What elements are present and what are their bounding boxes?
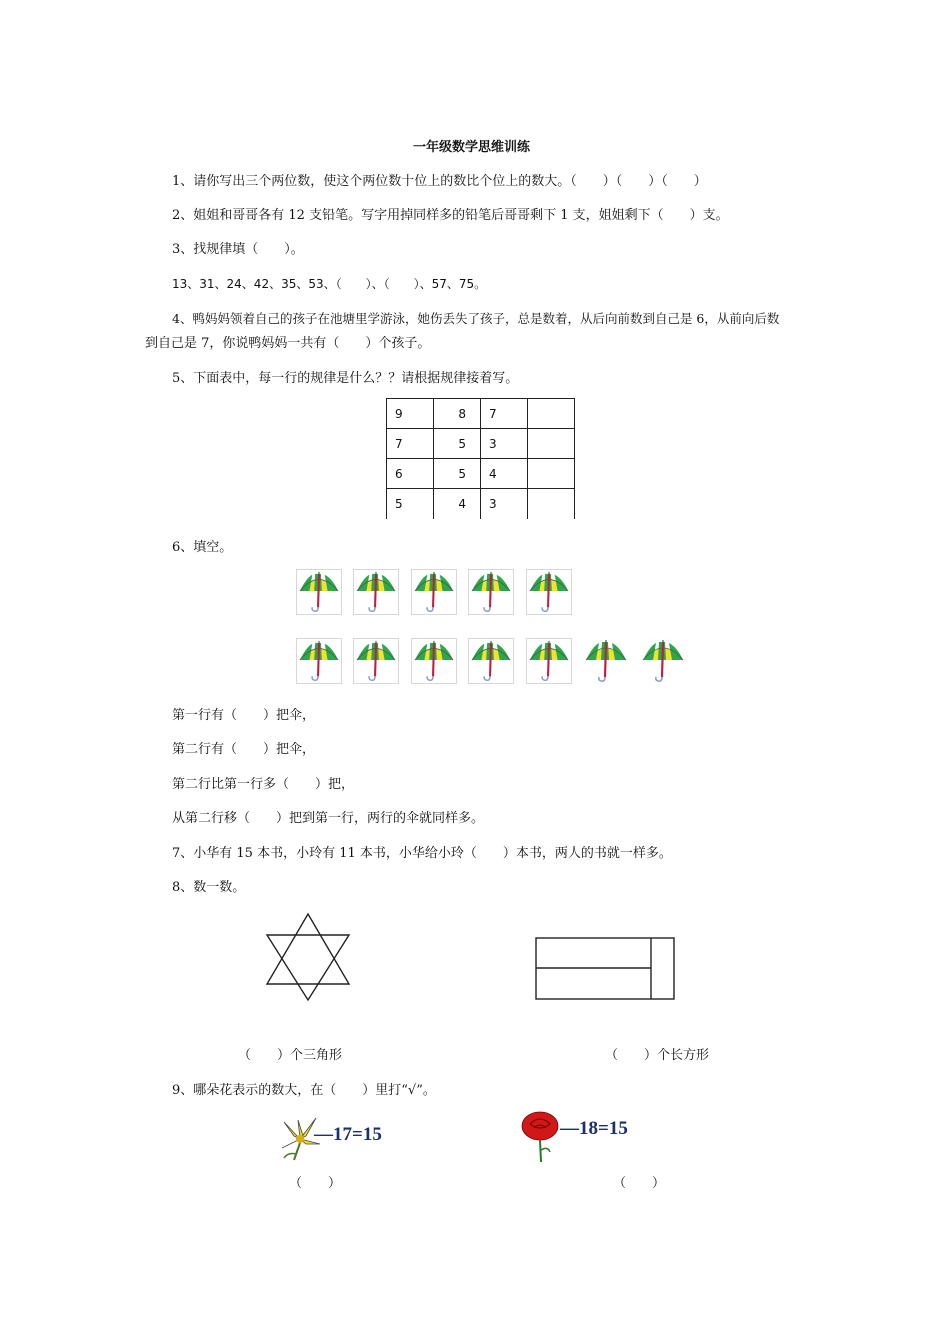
table-cell: 4 — [434, 489, 481, 519]
umbrella-icon — [526, 569, 572, 615]
question-3-sequence: 13、31、24、42、35、53、（ ）、（ ）、57、75。 — [172, 277, 487, 291]
question-6-a: 第一行有（ ）把伞， — [172, 708, 316, 723]
table-cell-blank[interactable] — [528, 459, 575, 489]
table-row — [387, 459, 575, 489]
question-7: 7、小华有 15 本书，小玲有 11 本书，小华给小玲（ ）本书，两人的书就一样多。 — [172, 846, 672, 861]
flower-1-equation: —17=15 — [314, 1124, 382, 1145]
table-cell-blank[interactable] — [528, 429, 575, 459]
umbrella-icon — [296, 569, 342, 615]
table-row — [387, 399, 575, 429]
table-cell: 5 — [387, 489, 434, 519]
umbrella-icon — [583, 638, 629, 684]
flower-1-answer-blank[interactable]: （ ） — [289, 1176, 342, 1191]
flower-2-equation: —18=15 — [560, 1118, 628, 1139]
question-6-c: 第二行比第一行多（ ）把， — [172, 777, 355, 792]
umbrella-icon — [411, 638, 457, 684]
table-cell: 5 — [434, 459, 481, 489]
table-cell: 5 — [434, 429, 481, 459]
question-6-b: 第二行有（ ）把伞， — [172, 742, 316, 757]
rectangles-figure — [534, 936, 676, 1002]
flower-2-answer-blank[interactable]: （ ） — [613, 1176, 666, 1191]
umbrella-icon — [468, 569, 514, 615]
table-cell: 6 — [387, 459, 434, 489]
table-cell-blank[interactable] — [528, 489, 575, 519]
umbrella-icon — [640, 638, 686, 684]
question-4-line2: 到自己是 7，你说鸭妈妈一共有（ ）个孩子。 — [145, 336, 431, 351]
rose-flower-icon — [518, 1108, 562, 1164]
table-cell: 3 — [481, 489, 528, 519]
table-cell: 7 — [481, 399, 528, 429]
question-6-d: 从第二行移（ ）把到第一行，两行的伞就同样多。 — [172, 811, 485, 826]
question-9: 9、哪朵花表示的数大，在（ ）里打“√”。 — [172, 1083, 436, 1098]
question-4-line1: 4、鸭妈妈领着自己的孩子在池塘里学游泳，她伤丢失了孩子，总是数着，从后向前数到自己是 6，从前向后数 — [172, 311, 780, 326]
flower-2-equation-text: 18=15 — [579, 1118, 628, 1139]
pattern-table — [386, 398, 575, 519]
table-cell: 9 — [387, 399, 434, 429]
table-cell-blank[interactable] — [528, 399, 575, 429]
question-6: 6、填空。 — [172, 540, 233, 555]
question-3: 3、找规律填（ ）。 — [172, 242, 304, 257]
umbrella-icon — [411, 569, 457, 615]
star-of-david-figure — [264, 912, 352, 1002]
umbrella-icon — [468, 638, 514, 684]
umbrella-icon — [526, 638, 572, 684]
question-5: 5、下面表中，每一行的规律是什么？？请根据规律接着写。 — [172, 371, 519, 386]
table-row — [387, 489, 575, 519]
table-cell: 7 — [387, 429, 434, 459]
table-cell: 3 — [481, 429, 528, 459]
table-cell: 8 — [434, 399, 481, 429]
rectangles-answer: （ ）个长方形 — [605, 1048, 710, 1063]
triangles-answer: （ ）个三角形 — [238, 1048, 343, 1063]
umbrella-icon — [353, 569, 399, 615]
flower-1-equation-text: 17=15 — [333, 1124, 382, 1145]
page-title: 一年级数学思维训练 — [413, 140, 531, 155]
table-cell: 4 — [481, 459, 528, 489]
question-2: 2、姐姐和哥哥各有 12 支铅笔。写字用掉同样多的铅笔后哥哥剩下 1 支，姐姐剩下（ ）支。 — [172, 208, 729, 223]
umbrella-icon — [296, 638, 342, 684]
question-8: 8、数一数。 — [172, 880, 246, 895]
umbrella-icon — [353, 638, 399, 684]
table-row — [387, 429, 575, 459]
question-1: 1、请你写出三个两位数，使这个两位数十位上的数比个位上的数大。（ ）（ ）（ ） — [172, 174, 707, 189]
